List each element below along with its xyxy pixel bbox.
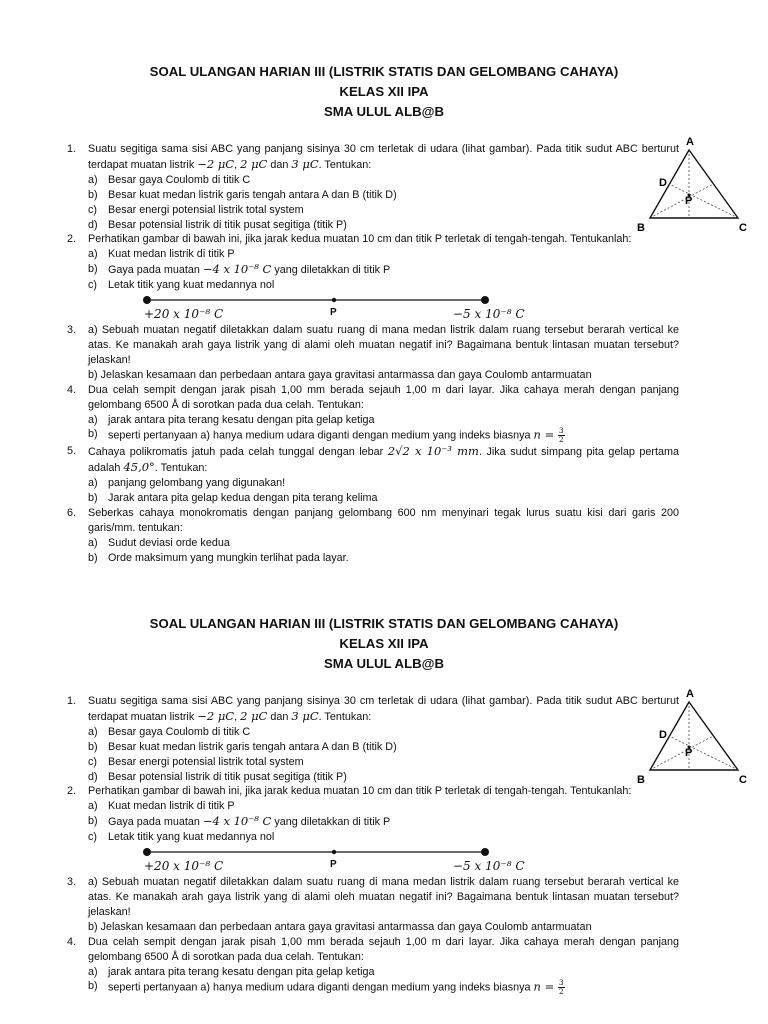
exam-sheet-2	[0, 614, 768, 997]
charge-dot-left	[143, 296, 151, 304]
charge-dot-right	[481, 848, 489, 856]
header-school: SMA ULUL ALB@B	[323, 104, 445, 119]
point-p-dot	[332, 298, 336, 302]
question-4: 4. Dua celah sempit dengan jarak pisah 1,00 mm berada sejauh 1,00 m dari layar. Jika cahaya merah dengan panjang gelombang 6500 Å di sorotkan pada dua celah. Tentukan: a) jarak antara pita terang kesatu dengan pita gelap ketiga b) seperti pertanyaan a) hanya medium udara diganti dengan medium yang indeks biasnya n = $\frac{3}{2}$	[67, 383, 679, 445]
point-label-d: D	[659, 177, 667, 189]
sheet-header	[0, 614, 768, 674]
question-list	[67, 694, 679, 996]
sub-item: b) Besar kuat medan listrik garis tengah antara A dan B (titik D)	[88, 188, 397, 201]
point-label-p: P	[330, 859, 337, 871]
sub-item: c) Besar energi potensial listrik total system	[88, 203, 304, 216]
charge-label-right: −5 x 10⁻⁸ C	[453, 307, 525, 322]
vertex-label-b: B	[637, 774, 645, 786]
header-school: SMA ULUL ALB@B	[323, 656, 445, 671]
charge-dot-left	[143, 848, 151, 856]
exam-sheet-1	[0, 62, 768, 564]
question-list	[67, 142, 679, 566]
vertex-label-a: A	[686, 688, 694, 700]
question-2: 2. Perhatikan gambar di bawah ini, jika jarak kedua muatan 10 cm dan titik P terletak di tengah-tengah. Tentukanlah: a) Kuat medan listrik di titik P b) Gaya pada muatan −4 x 10⁻⁸ C yang diletakkan di titik P c) Letak titik yang kuat medannya nol +20 x 10⁻⁸ C P −5 x 10⁻⁸ C	[67, 232, 679, 323]
vertex-label-c: C	[739, 222, 747, 234]
sub-item: a) Besar gaya Coulomb di titik C	[88, 173, 251, 186]
vertex-label-b: B	[637, 222, 645, 234]
sub-item: d) Besar potensial listrik di titik pusat segitiga (titik P)	[88, 218, 347, 231]
question-1: 1. Suatu segitiga sama sisi ABC yang panjang sisinya 30 cm terletak di udara (lihat gambar). Pada titik sudut ABC berturut terdapat muatan listrik −2 μC, 2 μC dan 3 μC. Tentukan: a) Besar gaya Coulomb di titik C b) Besar kuat medan listrik garis tengah antara A dan B (titik D) c) Besar energi potensial listrik total system d) Besar potensial listrik di titik pusat segitiga (titik P)	[67, 143, 679, 231]
fraction: $\frac{3}{2}$	[558, 426, 564, 445]
header-class: KELAS XII IPA	[339, 84, 429, 99]
point-label-d: D	[659, 729, 667, 741]
sub-item: c) Letak titik yang kuat medannya nol	[88, 279, 275, 292]
question-3: 3. a) Sebuah muatan negatif diletakkan dalam suatu ruang di mana medan listrik dalam ruang tersebut berarah vertical ke atas. Ke manakah arah gaya listrik yang di alami oleh muatan negatif ini? Bagaimana bentuk lintasan muatan tersebut? jelaskan! b) Jelaskan kesamaan dan perbedaan antara gaya gravitasi antarmassa dan gaya Coulomb antarmuatan	[67, 324, 679, 381]
header-title: SOAL ULANGAN HARIAN III (LISTRIK STATIS DAN GELOMBANG CAHAYA)	[149, 616, 619, 631]
question-2: 2. Perhatikan gambar di bawah ini, jika jarak kedua muatan 10 cm dan titik P terletak di tengah-tengah. Tentukanlah: a) Kuat medan listrik di titik P b) Gaya pada muatan −4 x 10⁻⁸ C yang diletakkan di titik P c) Letak titik yang kuat medannya nol +20 x 10⁻⁸ C P −5 x 10⁻⁸ C	[67, 784, 679, 875]
sub-item: b) Gaya pada muatan −4 x 10⁻⁸ C yang diletakkan di titik P	[88, 814, 391, 829]
vertex-label-c: C	[739, 774, 747, 786]
header-class: KELAS XII IPA	[339, 636, 429, 651]
question-3: 3. a) Sebuah muatan negatif diletakkan dalam suatu ruang di mana medan listrik dalam ruang tersebut berarah vertical ke atas. Ke manakah arah gaya listrik yang di alami oleh muatan negatif ini? Bagaimana bentuk lintasan muatan tersebut? jelaskan! b) Jelaskan kesamaan dan perbedaan antara gaya gravitasi antarmassa dan gaya Coulomb antarmuatan	[67, 876, 679, 933]
vertex-label-a: A	[686, 136, 694, 148]
sheet-header	[0, 62, 768, 122]
sub-item: a) panjang gelombang yang digunakan!	[88, 477, 286, 490]
question-5: 5. Cahaya polikromatis jatuh pada celah tunggal dengan lebar 2√2 x 10⁻³ mm. Jika sudut simpang pita gelap pertama adalah 45,0°. Tentukan: a) panjang gelombang yang digunakan! b) Jarak antara pita gelap kedua dengan pita terang kelima	[67, 444, 679, 505]
sub-item: a) Sudut deviasi orde kedua	[88, 536, 230, 549]
sub-item: b) Gaya pada muatan −4 x 10⁻⁸ C yang diletakkan di titik P	[88, 262, 391, 277]
charge-label-right: −5 x 10⁻⁸ C	[453, 859, 525, 874]
sub-item: a) jarak antara pita terang kesatu dengan pita gelap ketiga	[88, 413, 375, 426]
sub-item: b) seperti pertanyaan a) hanya medium udara diganti dengan medium yang indeks biasnya n = $\frac{3}{2}$	[88, 426, 564, 445]
sub-item: a) Besar gaya Coulomb di titik C	[88, 725, 251, 738]
sub-item: d) Besar potensial listrik di titik pusat segitiga (titik P)	[88, 770, 347, 783]
sub-item: b) Orde maksimum yang mungkin terlihat pada layar.	[88, 551, 349, 564]
question-4: 4. Dua celah sempit dengan jarak pisah 1,00 mm berada sejauh 1,00 m dari layar. Jika cahaya merah dengan panjang gelombang 6500 Å di sorotkan pada dua celah. Tentukan: a) jarak antara pita terang kesatu dengan pita gelap ketiga b) seperti pertanyaan a) hanya medium udara diganti dengan medium yang indeks biasnya n = $\frac{3}{2}$	[67, 935, 679, 997]
question-6: 6. Seberkas cahaya monokromatis dengan panjang gelombang 600 nm menyinari tegak lurus suatu kisi dari garis 200 garis/mm. tentukan: a) Sudut deviasi orde kedua b) Orde maksimum yang mungkin terlihat pada layar.	[67, 507, 679, 564]
point-label-p: P	[330, 307, 337, 319]
charge-label-left: +20 x 10⁻⁸ C	[144, 859, 224, 874]
sub-item: b) Besar kuat medan listrik garis tengah antara A dan B (titik D)	[88, 740, 397, 753]
charge-label-left: +20 x 10⁻⁸ C	[144, 307, 224, 322]
sub-item: b) Jarak antara pita gelap kedua dengan pita terang kelima	[88, 492, 378, 505]
point-label-p: P	[685, 195, 693, 207]
charge-line-figure	[67, 293, 679, 323]
sub-item: c) Besar energi potensial listrik total system	[88, 755, 304, 768]
point-p-dot	[332, 850, 336, 854]
sub-item: c) Letak titik yang kuat medannya nol	[88, 831, 275, 844]
point-label-p: P	[685, 747, 693, 759]
charge-line-figure	[67, 845, 679, 875]
fraction: $\frac{3}{2}$	[558, 978, 564, 997]
sub-item: b) seperti pertanyaan a) hanya medium udara diganti dengan medium yang indeks biasnya n = $\frac{3}{2}$	[88, 978, 564, 997]
sub-item: a) jarak antara pita terang kesatu dengan pita gelap ketiga	[88, 965, 375, 978]
sub-item: a) Kuat medan listrik di titik P	[88, 248, 235, 261]
charge-dot-right	[481, 296, 489, 304]
header-title: SOAL ULANGAN HARIAN III (LISTRIK STATIS DAN GELOMBANG CAHAYA)	[149, 64, 619, 79]
sub-item: a) Kuat medan listrik di titik P	[88, 800, 235, 813]
question-1: 1. Suatu segitiga sama sisi ABC yang panjang sisinya 30 cm terletak di udara (lihat gambar). Pada titik sudut ABC berturut terdapat muatan listrik −2 μC, 2 μC dan 3 μC. Tentukan: a) Besar gaya Coulomb di titik C b) Besar kuat medan listrik garis tengah antara A dan B (titik D) c) Besar energi potensial listrik total system d) Besar potensial listrik di titik pusat segitiga (titik P)	[67, 695, 679, 783]
